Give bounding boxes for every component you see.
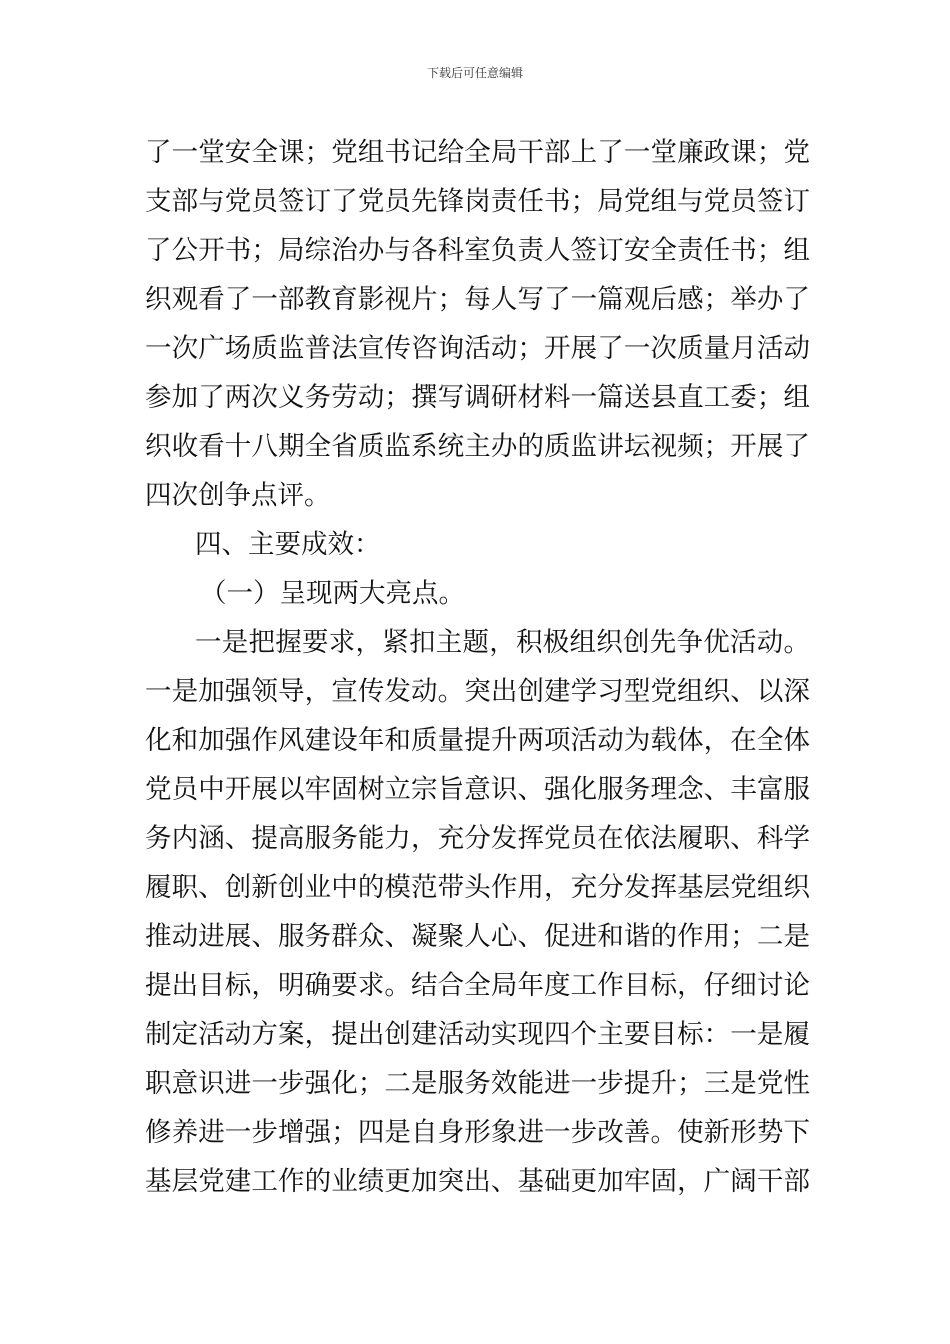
text-line: 织收看十八期全省质监系统主办的质监讲坛视频；开展了 [145,431,810,462]
text-line: 履职、创新创业中的模范带头作用，充分发挥基层党组织 [145,872,810,903]
text-line: 参加了两次义务劳动；撰写调研材料一篇送县直工委；组 [145,382,810,413]
text-line: 基层党建工作的业绩更加突出、基础更加牢固，广阔干部 [145,1166,810,1197]
text-line: 制定活动方案，提出创建活动实现四个主要目标：一是履 [145,1019,810,1050]
text-line: 支部与党员签订了党员先锋岗责任书；局党组与党员签订 [145,186,810,217]
text-line: 化和加强作风建设年和质量提升两项活动为载体，在全体 [145,725,810,756]
text-line: 务内涵、提高服务能力，充分发挥党员在依法履职、科学 [145,823,810,854]
text-line: 修养进一步增强；四是自身形象进一步改善。使新形势下 [145,1117,810,1148]
text-line: 一次广场质监普法宣传咨询活动；开展了一次质量月活动 [145,333,810,364]
text-line: 了一堂安全课；党组书记给全局干部上了一堂廉政课；党 [145,137,810,168]
document-body [145,128,810,1206]
text-line: 一是加强领导，宣传发动。突出创建学习型党组织、以深 [145,676,810,707]
text-line: 织观看了一部教育影视片；每人写了一篇观后感；举办了 [145,284,810,315]
text-line: 推动进展、服务群众、凝聚人心、促进和谐的作用；二是 [145,921,810,952]
page-header: 下载后可任意编辑 [426,66,523,80]
paragraph-activities [145,128,810,520]
text-line: 四次创争点评。 [145,480,331,511]
text-line: 一是把握要求，紧扣主题，积极组织创先争优活动。 [195,627,810,658]
text-line: 提出目标，明确要求。结合全局年度工作目标，仔细讨论 [145,970,810,1001]
text-line: 了公开书；局综治办与各科室负责人签订安全责任书；组 [145,235,810,266]
section-heading: 四、主要成效： [195,529,381,560]
paragraph-results [145,618,810,1206]
subsection-heading: （一）呈现两大亮点。 [200,578,465,609]
text-line: 党员中开展以牢固树立宗旨意识、强化服务理念、丰富服 [145,774,810,805]
text-line: 职意识进一步强化；二是服务效能进一步提升；三是党性 [145,1068,810,1099]
